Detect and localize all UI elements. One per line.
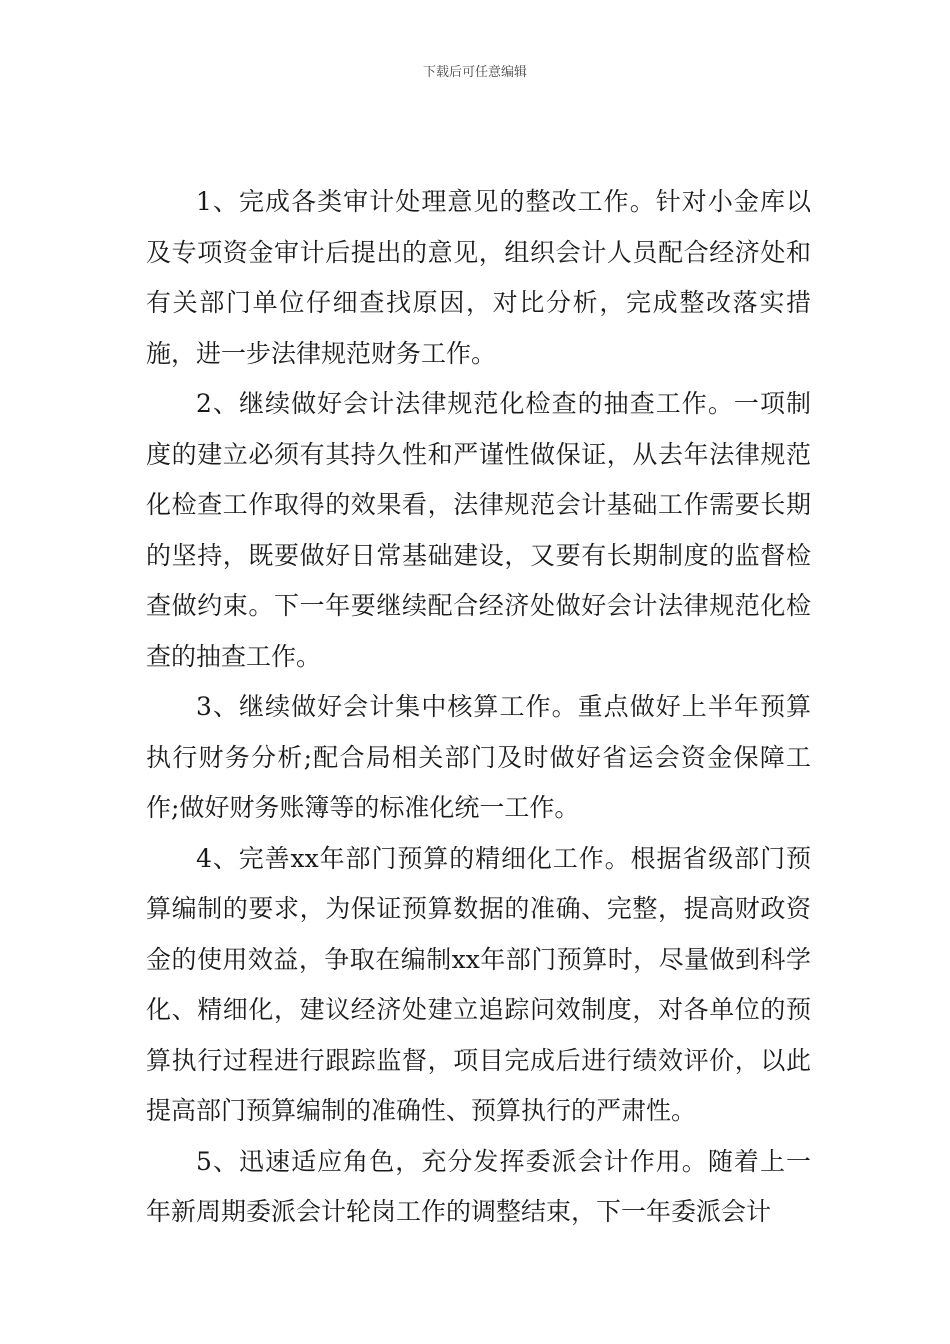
paragraph-1: 1、完成各类审计处理意见的整改工作。针对小金库以及专项资金审计后提出的意见，组织会计人员配合经济处和有关部门单位仔细查找原因，对比分析，完成整改落实措施，进一步法律规范财务工作。 xyxy=(146,187,811,368)
paragraph-3: 3、继续做好会计集中核算工作。重点做好上半年预算执行财务分析;配合局相关部门及时做好省运会资金保障工作;做好财务账簿等的标准化统一工作。 xyxy=(146,692,811,822)
paragraph-5: 5、迅速适应角色，充分发挥委派会计作用。随着上一年新周期委派会计轮岗工作的调整结束，下一年委派会计 xyxy=(146,1146,811,1226)
document-body xyxy=(146,177,811,1238)
paragraph-2: 2、继续做好会计法律规范化检查的抽查工作。一项制度的建立必须有其持久性和严谨性做保证，从去年法律规范化检查工作取得的效果看，法律规范会计基础工作需要长期的坚持，既要做好日常基础建设，又要有长期制度的监督检查做约束。下一年要继续配合经济处做好会计法律规范化检查的抽查工作。 xyxy=(146,389,811,671)
paragraph-4: 4、完善xx年部门预算的精细化工作。根据省级部门预算编制的要求，为保证预算数据的准确、完整，提高财政资金的使用效益，争取在编制xx年部门预算时，尽量做到科学化、精细化，建议经济处建立追踪问效制度，对各单位的预算执行过程进行跟踪监督，项目完成后进行绩效评价，以此提高部门预算编制的准确性、预算执行的严肃性。 xyxy=(146,843,811,1125)
page-header: 下载后可任意编辑 xyxy=(422,65,527,80)
